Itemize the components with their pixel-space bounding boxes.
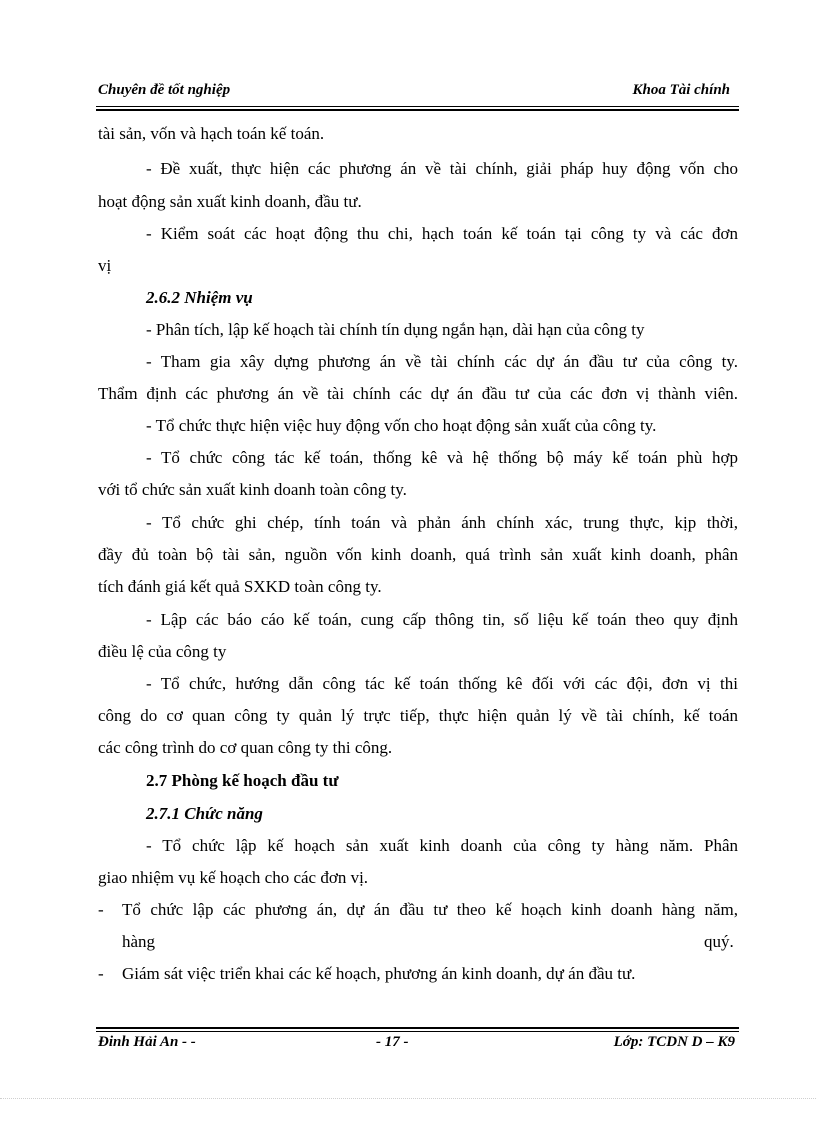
text-line: công do cơ quan công ty quản lý trực tiếp, thực hiện quản lý về tài chính, kế toán <box>98 706 738 725</box>
text-line: tích đánh giá kết quả SXKD toàn công ty. <box>98 577 382 596</box>
page-header <box>96 82 736 104</box>
list-dash-marker: - <box>98 900 104 919</box>
text-line: điều lệ của công ty <box>98 642 227 661</box>
text-line: vị <box>98 256 112 275</box>
text-line: với tổ chức sản xuất kinh doanh toàn công ty. <box>98 480 407 499</box>
text-line: các công trình do cơ quan công ty thi công. <box>98 738 393 757</box>
footer-page-number: - 17 - <box>376 1034 409 1050</box>
paragraph-line: - Đề xuất, thực hiện các phương án về tài chính, giải pháp huy động vốn cho <box>146 159 738 178</box>
paragraph-line: - Tổ chức ghi chép, tính toán và phản ánh chính xác, trung thực, kịp thời, <box>146 513 738 532</box>
footer-class: Lớp: TCDN D – K9 <box>613 1034 735 1050</box>
text-line: giao nhiệm vụ kế hoạch cho các đơn vị. <box>98 868 369 887</box>
header-left-title: Chuyên đề tốt nghiệp <box>98 82 231 98</box>
section-heading-2-7-1: 2.7.1 Chức năng <box>146 804 263 823</box>
paragraph-line: - Tổ chức công tác kế toán, thống kê và hệ thống bộ máy kế toán phù hợp <box>146 448 738 467</box>
page-footer <box>96 1034 739 1056</box>
text-line: hoạt động sản xuất kinh doanh, đầu tư. <box>98 192 362 211</box>
text-line: Thẩm định các phương án về tài chính các dự án đầu tư của các đơn vị thành viên. <box>98 384 738 403</box>
section-heading-2-7: 2.7 Phòng kế hoạch đầu tư <box>146 771 339 790</box>
paragraph-line: - Tham gia xây dựng phương án về tài chính các dự án đầu tư của công ty. <box>146 352 738 371</box>
section-heading-2-6-2: 2.6.2 Nhiệm vụ <box>146 288 253 307</box>
paragraph-line: - Tổ chức, hướng dẫn công tác kế toán thống kê đối với các đội, đơn vị thi <box>146 674 738 693</box>
paragraph-line: - Phân tích, lập kế hoạch tài chính tín dụng ngắn hạn, dài hạn của công ty <box>146 320 645 339</box>
footer-rule-thin <box>96 1031 739 1032</box>
list-item-line: hàng <box>122 932 156 951</box>
list-item-line-end: quý. <box>704 932 734 951</box>
list-item-line: Giám sát việc triển khai các kế hoạch, phương án kinh doanh, dự án đầu tư. <box>122 964 636 983</box>
list-dash-marker: - <box>98 964 104 983</box>
footer-author: Đinh Hải An - - <box>98 1034 196 1050</box>
paragraph-line: - Kiểm soát các hoạt động thu chi, hạch toán kế toán tại công ty và các đơn <box>146 224 738 243</box>
paragraph-line: - Tổ chức lập kế hoạch sản xuất kinh doanh của công ty hàng năm. Phân <box>146 836 738 855</box>
text-line: đầy đủ toàn bộ tài sản, nguồn vốn kinh doanh, quá trình sản xuất kinh doanh, phân <box>98 545 738 564</box>
page-bottom-border <box>0 1098 816 1099</box>
paragraph-line: - Lập các báo cáo kế toán, cung cấp thông tin, số liệu kế toán theo quy định <box>146 610 738 629</box>
list-item-line: Tổ chức lập các phương án, dự án đầu tư theo kế hoạch kinh doanh hàng năm, <box>122 900 738 919</box>
header-right-title: Khoa Tài chính <box>632 82 730 98</box>
text-line: tài sản, vốn và hạch toán kế toán. <box>98 124 325 143</box>
header-rule-thick <box>96 109 739 111</box>
footer-rule-thick <box>96 1027 739 1029</box>
paragraph-line: - Tổ chức thực hiện việc huy động vốn cho hoạt động sản xuất của công ty. <box>146 416 657 435</box>
header-rule-thin <box>96 106 739 107</box>
